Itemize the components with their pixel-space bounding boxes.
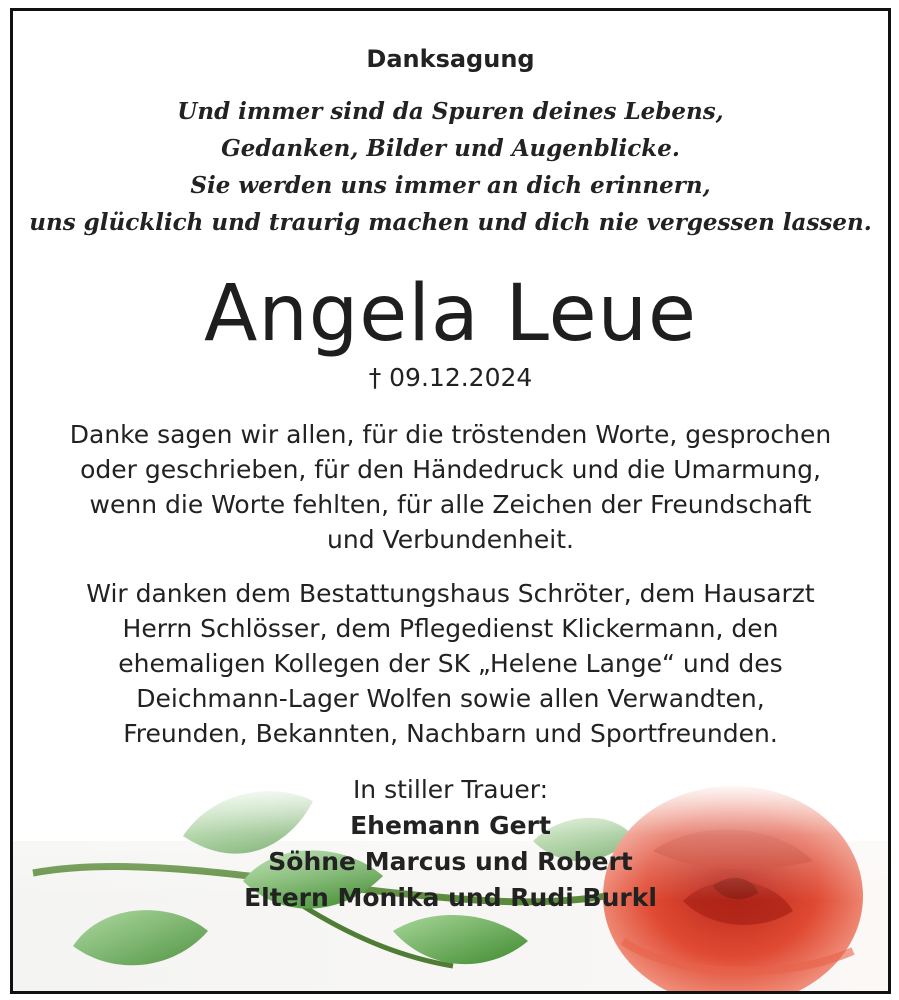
acknowledgement-paragraph bbox=[13, 576, 888, 751]
obituary-notice bbox=[10, 8, 891, 994]
signer-line: Söhne Marcus und Robert bbox=[268, 847, 633, 876]
deceased-name: Angela Leue bbox=[203, 269, 698, 359]
thanks-paragraph bbox=[13, 417, 888, 557]
paragraph-line: wenn die Worte fehlten, für alle Zeichen der Freundschaft bbox=[89, 490, 812, 519]
paragraph-line: Deichmann-Lager Wolfen sowie allen Verwandten, bbox=[136, 684, 765, 713]
paragraph-line: Freunden, Bekannten, Nachbarn und Sportfreunden. bbox=[123, 719, 778, 748]
poem bbox=[13, 93, 888, 241]
signer-line: Eltern Monika und Rudi Burkl bbox=[244, 883, 657, 912]
poem-line: uns glücklich und traurig machen und dich nie vergessen lassen. bbox=[29, 209, 872, 236]
poem-line: Sie werden uns immer an dich erinnern, bbox=[190, 172, 711, 199]
death-date: † 09.12.2024 bbox=[368, 363, 533, 392]
paragraph-line: und Verbundenheit. bbox=[327, 525, 574, 554]
mourning-intro: In stiller Trauer: bbox=[352, 775, 549, 804]
paragraph-line: Wir danken dem Bestattungshaus Schröter, dem Hausarzt bbox=[86, 579, 815, 608]
paragraph-line: Herrn Schlösser, dem Pflegedienst Klickermann, den bbox=[122, 614, 779, 643]
paragraph-line: oder geschrieben, für den Händedruck und die Umarmung, bbox=[80, 455, 821, 484]
paragraph-line: Danke sagen wir allen, für die tröstenden Worte, gesprochen bbox=[69, 420, 832, 449]
signer-line: Ehemann Gert bbox=[350, 811, 551, 840]
poem-line: Und immer sind da Spuren deines Lebens, bbox=[177, 98, 724, 125]
paragraph-line: ehemaligen Kollegen der SK „Helene Lange“ und des bbox=[118, 649, 783, 678]
mourning-block bbox=[13, 772, 888, 916]
poem-line: Gedanken, Bilder und Augenblicke. bbox=[221, 135, 680, 162]
heading: Danksagung bbox=[366, 45, 535, 73]
